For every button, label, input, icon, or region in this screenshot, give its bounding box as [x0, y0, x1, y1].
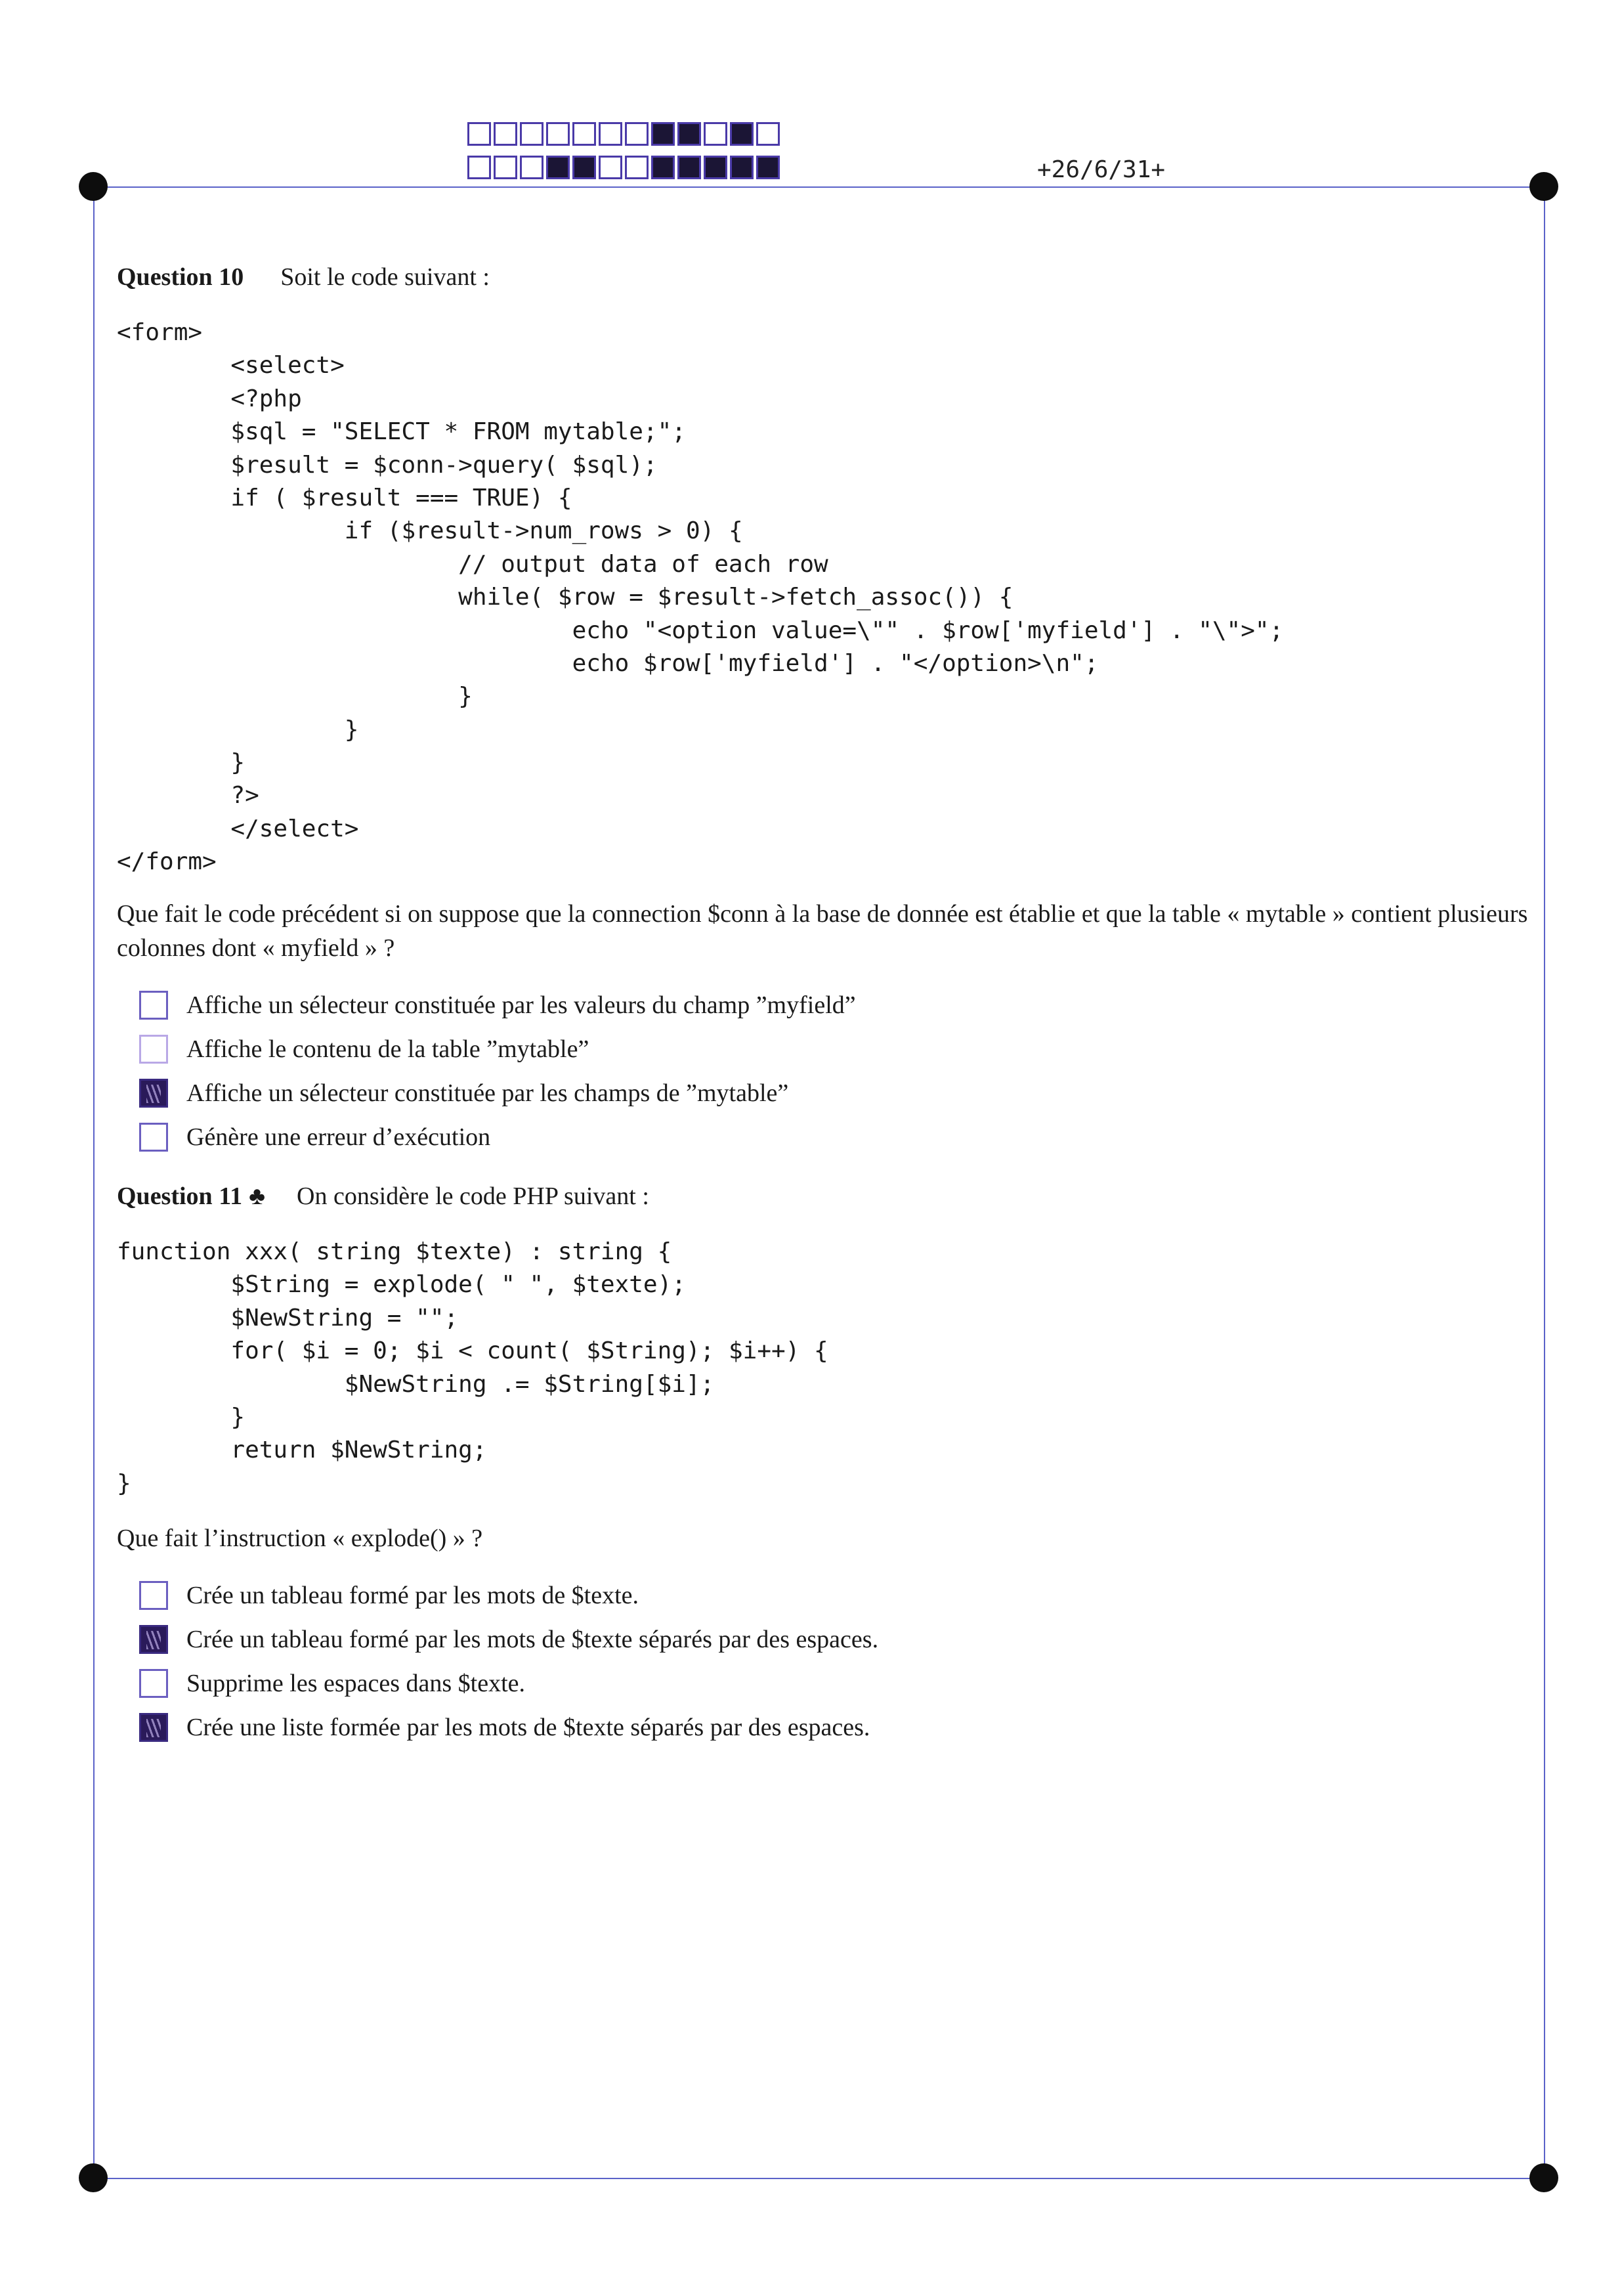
answer-text: Affiche un sélecteur constituée par les valeurs du champ ”myfield”	[186, 991, 856, 1019]
question-11-intro: On considère le code PHP suivant :	[297, 1182, 649, 1210]
club-icon: ♣	[249, 1182, 266, 1210]
corner-mark-bottom-left	[79, 2163, 108, 2192]
code-line: if ( $result === TRUE) {	[117, 484, 572, 511]
question-10-header	[117, 263, 490, 292]
code-line: }	[117, 1469, 131, 1497]
answer-text: Supprime les espaces dans $texte.	[186, 1669, 526, 1697]
code-line: $sql = "SELECT * FROM mytable;";	[117, 418, 686, 446]
question-10-answers	[139, 983, 856, 1159]
id-code-box	[520, 156, 544, 179]
code-line: echo "<option value=\"" . $row['myfield'] . "\">";	[117, 617, 1284, 644]
checked-checkbox[interactable]	[139, 1625, 168, 1654]
code-line: ?>	[117, 782, 259, 810]
id-code-box	[730, 156, 754, 179]
code-line: <form>	[117, 319, 203, 346]
id-code-box	[677, 122, 701, 146]
id-code-box	[572, 156, 596, 179]
id-code-box	[625, 122, 649, 146]
question-10-intro: Soit le code suivant :	[280, 263, 490, 291]
frame-top-line	[93, 186, 1544, 188]
question-11-prompt: Que fait l’instruction « explode() » ?	[117, 1525, 483, 1552]
id-code-row-2	[467, 156, 780, 179]
id-code-box	[546, 156, 570, 179]
answer-option[interactable]	[139, 1573, 878, 1617]
answer-option[interactable]	[139, 1027, 856, 1071]
code-line: <select>	[117, 352, 345, 379]
id-code-box	[651, 122, 675, 146]
id-code-box	[494, 122, 517, 146]
id-code-box	[572, 122, 596, 146]
id-code-box	[704, 122, 727, 146]
answer-option[interactable]	[139, 1071, 856, 1115]
answer-option[interactable]	[139, 1705, 878, 1749]
frame-left-line	[93, 186, 95, 2178]
code-line: }	[117, 683, 473, 710]
checkbox[interactable]	[139, 1035, 168, 1064]
id-code-box	[599, 156, 622, 179]
question-11-answers	[139, 1573, 878, 1749]
code-line: $NewString .= $String[$i];	[117, 1370, 715, 1398]
answer-option[interactable]	[139, 1115, 856, 1159]
checkbox[interactable]	[139, 1123, 168, 1152]
question-11-code	[117, 1236, 828, 1500]
id-code-box	[467, 122, 491, 146]
question-10-label: Question 10	[117, 263, 244, 291]
code-line: return $NewString;	[117, 1437, 487, 1464]
code-line: $NewString = "";	[117, 1304, 459, 1332]
page-id: +26/6/31+	[1037, 156, 1166, 183]
code-line: </select>	[117, 815, 359, 842]
code-line: $String = explode( " ", $texte);	[117, 1271, 686, 1299]
id-code-box	[677, 156, 701, 179]
code-line: function xxx( string $texte) : string {	[117, 1238, 672, 1265]
id-code-box	[704, 156, 727, 179]
id-code-box	[494, 156, 517, 179]
code-line: $result = $conn->query( $sql);	[117, 451, 658, 479]
code-line: while( $row = $result->fetch_assoc()) {	[117, 584, 1013, 611]
id-code-box	[625, 156, 649, 179]
id-code-box	[756, 156, 780, 179]
answer-option[interactable]	[139, 983, 856, 1027]
answer-option[interactable]	[139, 1617, 878, 1661]
question-11-header	[117, 1182, 649, 1211]
id-code-box	[520, 122, 544, 146]
answer-text: Crée un tableau formé par les mots de $texte.	[186, 1581, 639, 1609]
code-line: // output data of each row	[117, 550, 828, 578]
id-code-box	[756, 122, 780, 146]
checkbox[interactable]	[139, 1581, 168, 1610]
frame-bottom-line	[93, 2178, 1544, 2179]
question-10-prompt: Que fait le code précédent si on suppose que la connection $conn à la base de donnée est établie et que la table « mytable » contient plusieurs colonnes dont « myfield » ?	[117, 900, 1528, 962]
checkbox[interactable]	[139, 991, 168, 1020]
corner-mark-bottom-right	[1529, 2163, 1558, 2192]
code-line: </form>	[117, 848, 217, 876]
code-line: }	[117, 1403, 245, 1431]
corner-mark-top-right	[1529, 172, 1558, 201]
answer-text: Affiche un sélecteur constituée par les champs de ”mytable”	[186, 1079, 789, 1107]
frame-right-line	[1544, 186, 1545, 2178]
checkbox[interactable]	[139, 1669, 168, 1698]
id-code-box	[599, 122, 622, 146]
answer-text: Affiche le contenu de la table ”mytable”	[186, 1035, 589, 1063]
code-line: if ($result->num_rows > 0) {	[117, 517, 743, 545]
id-code-box	[651, 156, 675, 179]
id-code-box	[467, 156, 491, 179]
code-line: <?php	[117, 385, 302, 412]
checked-checkbox[interactable]	[139, 1079, 168, 1108]
code-line: }	[117, 716, 359, 743]
answer-text: Génère une erreur d’exécution	[186, 1123, 491, 1151]
answer-text: Crée une liste formée par les mots de $texte séparés par des espaces.	[186, 1713, 870, 1741]
code-line: for( $i = 0; $i < count( $String); $i++) {	[117, 1337, 828, 1365]
checked-checkbox[interactable]	[139, 1713, 168, 1742]
corner-mark-top-left	[79, 172, 108, 201]
answer-text: Crée un tableau formé par les mots de $texte séparés par des espaces.	[186, 1625, 879, 1653]
question-11-label: Question 11	[117, 1182, 243, 1210]
code-line: }	[117, 749, 245, 777]
answer-option[interactable]	[139, 1661, 878, 1705]
code-line: echo $row['myfield'] . "</option>\n";	[117, 649, 1099, 677]
id-code-row-1	[467, 122, 780, 146]
id-code-box	[730, 122, 754, 146]
question-10-code	[117, 316, 1283, 879]
id-code-box	[546, 122, 570, 146]
